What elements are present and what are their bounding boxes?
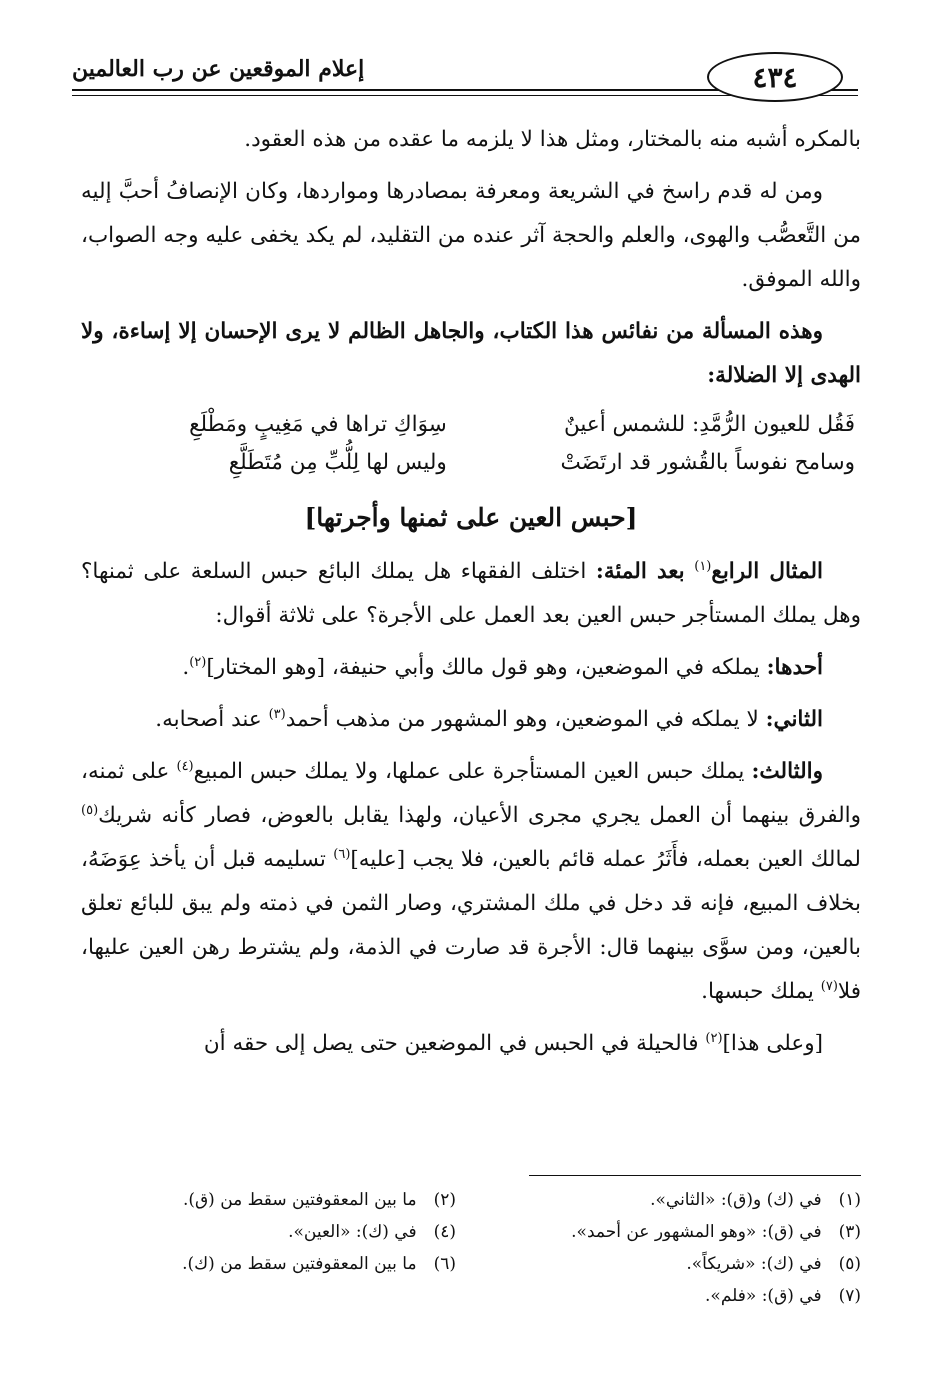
footnote-number: (٤) (433, 1222, 456, 1242)
paragraph-8-text-b: فالحيلة في الحبس في الموضعين حتى يصل إلى حقه أن (203, 1031, 699, 1056)
footnote-ref-7: (٧) (820, 978, 838, 994)
footnote-text: في (ك): «شريكاً». (686, 1254, 822, 1274)
footnote-text: في (ك) و(ق): «الثاني». (650, 1190, 822, 1210)
paragraph-8 (81, 1022, 861, 1066)
paragraph-6 (81, 698, 861, 742)
footnote-number: (٦) (433, 1254, 456, 1274)
poetry-verses (81, 406, 861, 482)
footnote-ref-3: (٣) (268, 706, 286, 722)
footnote-text: في (ك): «العين». (288, 1222, 417, 1242)
paragraph-1: بالمكره أشبه منه بالمختار، ومثل هذا لا يلزمه ما عقده من هذه العقود. (244, 127, 861, 152)
verse-1-second-hemistich: سِوَاكِ تراها في مَغِيبٍ ومَطْلَعِ (189, 412, 447, 437)
paragraph-7-text-a: يملك حبس العين المستأجرة على عملها، ولا يملك حبس المبيع (193, 759, 745, 784)
paragraph-7-text-d: تسليمه قبل أن يأخذ عِوَضَهُ، بخلاف المبيع، فإنه قد دخل في ملك المشتري، وصار الثمن في ذمته ولم يبق للبائع تعلق بالعين، ومن سوَّى بينهما قال: الأجرة قد صارت في الذمة، ولم يشترط رهن العين عليها، فلا (81, 847, 861, 1004)
verse-2-second-hemistich: وليس لها لِلُّبِّ مِن مُتَطَلَّعِ (228, 450, 447, 475)
footnote-text: في (ق): «وهو المشهور عن أحمد». (571, 1222, 822, 1242)
main-text (81, 118, 861, 1074)
footnote-ref-4: (٤) (176, 758, 194, 774)
footnote-text: ما بين المعقوفتين سقط من (ك). (182, 1254, 417, 1274)
verse-1-first-hemistich: فَقُل للعيون الرُّمَّدِ: للشمس أعينٌ (564, 412, 855, 437)
footnote-ref-2: (٢) (189, 654, 207, 670)
footnote-1 (486, 1184, 861, 1216)
footnotes (81, 1184, 861, 1312)
paragraph-4 (81, 550, 861, 638)
paragraph-8-text-a: [وعلى هذا] (722, 1031, 823, 1056)
paragraph-5-end: . (182, 655, 190, 680)
paragraph-2: ومن له قدم راسخ في الشريعة ومعرفة بمصادرها ومواردها، وكان الإنصافُ أحبَّ إليه من التَّعصُّب والهوى، والعلم والحجة آثر عنده من التقليد، لم يكد يخفى عليه وجه الصواب، والله الموفق. (81, 179, 861, 292)
footnote-7 (486, 1280, 861, 1312)
second-opinion-label: الثاني: (765, 707, 823, 732)
footnote-number: (١) (838, 1190, 861, 1210)
footnote-3 (486, 1216, 861, 1248)
footnote-ref-6: (٦) (333, 846, 351, 862)
verse-line-2 (81, 444, 861, 482)
paragraph-7-text-c: لمالك العين بعمله، فأَثَرُ عمله قائم بالعين، فلا يجب [عليه] (350, 847, 861, 872)
footnote-text: في (ق): «فلم». (705, 1286, 822, 1306)
footnote-5 (486, 1248, 861, 1280)
paragraph-6-end: عند أصحابه. (155, 707, 262, 732)
footnote-number: (٢) (433, 1190, 456, 1210)
footnote-text: ما بين المعقوفتين سقط من (ق). (182, 1190, 417, 1210)
footnote-ref-8: (٢) (705, 1030, 723, 1046)
example-label-cont: بعد المئة: (595, 559, 685, 584)
paragraph-7 (81, 750, 861, 1014)
paragraph-5 (81, 646, 861, 690)
footnote-separator (529, 1175, 861, 1176)
book-title: إعلام الموقعين عن رب العالمين (72, 56, 365, 82)
footnote-number: (٣) (838, 1222, 861, 1242)
footnote-6 (81, 1248, 456, 1280)
paragraph-4-text: اختلف الفقهاء هل يملك البائع حبس السلعة على ثمنها؟ وهل يملك المستأجر حبس العين بعد العمل على الأجرة؟ على ثلاثة أقوال: (81, 559, 861, 628)
verse-line-1 (81, 406, 861, 444)
paragraph-7-text-b: على ثمنه، والفرق بينهما أن العمل يجري مجرى الأعيان، ولهذا يقابل بالعوض، فصار كأنه شريك (81, 759, 861, 828)
footnote-4 (81, 1216, 456, 1248)
paragraph-6-text: لا يملكه في الموضعين، وهو المشهور من مذهب أحمد (285, 707, 759, 732)
footnote-number: (٧) (838, 1286, 861, 1306)
footnote-ref-5: (٥) (81, 802, 99, 818)
page-number-badge: ٤٣٤ (707, 52, 843, 102)
footnote-number: (٥) (838, 1254, 861, 1274)
third-opinion-label: والثالث: (751, 759, 824, 784)
first-opinion-label: أحدها: (766, 655, 823, 680)
paragraph-3: وهذه المسألة من نفائس هذا الكتاب، والجاهل الظالم لا يرى الإحسان إلا إساءة، ولا الهدى إلا الضلالة: (81, 319, 861, 388)
verse-2-first-hemistich: وسامح نفوساً بالقُشور قد ارتَضَتْ (560, 450, 855, 475)
paragraph-5-text: يملكه في الموضعين، وهو قول مالك وأبي حنيفة، [وهو المختار] (206, 655, 760, 680)
example-label: المثال الرابع (711, 559, 823, 584)
section-heading: [حبس العين على ثمنها وأجرتها] (304, 503, 638, 532)
footnote-ref-1: (١) (694, 558, 712, 574)
paragraph-7-text-e: يملك حبسها. (701, 979, 814, 1004)
footnote-2 (81, 1184, 456, 1216)
